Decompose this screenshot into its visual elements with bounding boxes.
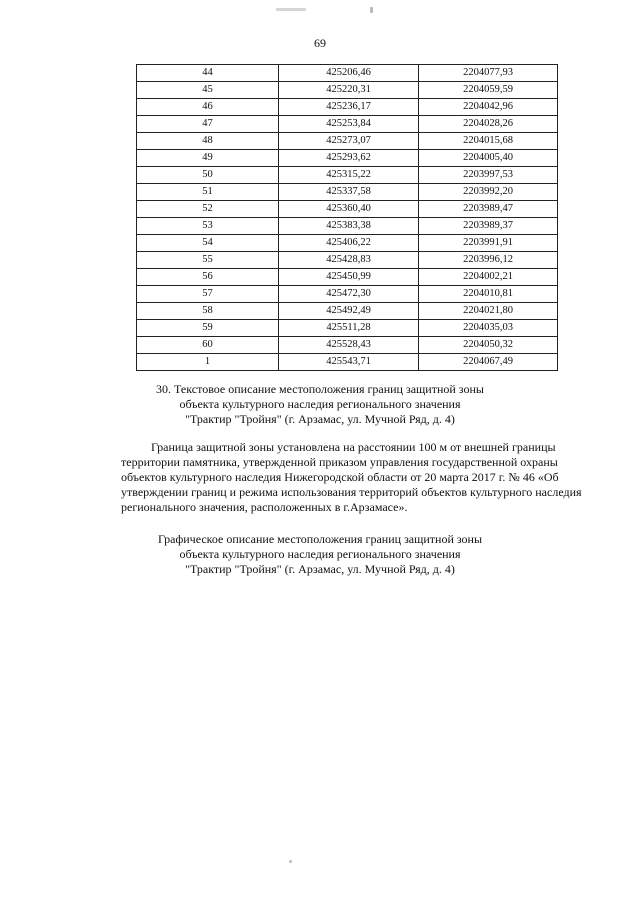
y-coordinate-cell: 2204005,40 xyxy=(419,150,558,167)
point-number-cell: 49 xyxy=(137,150,279,167)
heading-line: 30. Текстовое описание местоположения границ защитной зоны xyxy=(156,382,484,396)
point-number-cell: 58 xyxy=(137,303,279,320)
y-coordinate-cell: 2203997,53 xyxy=(419,167,558,184)
y-coordinate-cell: 2204042,96 xyxy=(419,99,558,116)
y-coordinate-cell: 2204035,03 xyxy=(419,320,558,337)
point-number-cell: 50 xyxy=(137,167,279,184)
table-row xyxy=(137,269,558,286)
point-number-cell: 1 xyxy=(137,354,279,371)
x-coordinate-cell: 425543,71 xyxy=(279,354,419,371)
point-number-cell: 59 xyxy=(137,320,279,337)
scan-artifact xyxy=(370,7,373,13)
y-coordinate-cell: 2203996,12 xyxy=(419,252,558,269)
x-coordinate-cell: 425492,49 xyxy=(279,303,419,320)
y-coordinate-cell: 2203989,37 xyxy=(419,218,558,235)
table-row xyxy=(137,82,558,99)
table-row xyxy=(137,150,558,167)
x-coordinate-cell: 425293,62 xyxy=(279,150,419,167)
section-30-heading xyxy=(0,382,640,427)
point-number-cell: 47 xyxy=(137,116,279,133)
point-number-cell: 44 xyxy=(137,65,279,82)
y-coordinate-cell: 2203992,20 xyxy=(419,184,558,201)
paragraph-line: регионального значения, расположенных в г.Арзамасе». xyxy=(121,500,408,514)
point-number-cell: 54 xyxy=(137,235,279,252)
point-number-cell: 56 xyxy=(137,269,279,286)
y-coordinate-cell: 2204015,68 xyxy=(419,133,558,150)
table-row xyxy=(137,99,558,116)
x-coordinate-cell: 425236,17 xyxy=(279,99,419,116)
table-row xyxy=(137,201,558,218)
protection-zone-paragraph xyxy=(121,440,582,515)
table-row xyxy=(137,337,558,354)
x-coordinate-cell: 425337,58 xyxy=(279,184,419,201)
table-row xyxy=(137,354,558,371)
point-number-cell: 60 xyxy=(137,337,279,354)
x-coordinate-cell: 425511,28 xyxy=(279,320,419,337)
paragraph-line: утверждении границ и режима использования территорий объектов культурного наследия xyxy=(121,485,582,499)
x-coordinate-cell: 425406,22 xyxy=(279,235,419,252)
table-row xyxy=(137,167,558,184)
table-row xyxy=(137,184,558,201)
y-coordinate-cell: 2203991,91 xyxy=(419,235,558,252)
point-number-cell: 57 xyxy=(137,286,279,303)
heading-line: объекта культурного наследия регионального значения xyxy=(179,397,461,411)
y-coordinate-cell: 2203989,47 xyxy=(419,201,558,218)
heading-line: объекта культурного наследия регионального значения xyxy=(179,547,461,561)
table-row xyxy=(137,218,558,235)
heading-line: "Трактир "Тройня" (г. Арзамас, ул. Мучной Ряд, д. 4) xyxy=(185,412,455,426)
x-coordinate-cell: 425315,22 xyxy=(279,167,419,184)
scan-artifact xyxy=(276,8,306,11)
x-coordinate-cell: 425383,38 xyxy=(279,218,419,235)
y-coordinate-cell: 2204067,49 xyxy=(419,354,558,371)
point-number-cell: 53 xyxy=(137,218,279,235)
x-coordinate-cell: 425528,43 xyxy=(279,337,419,354)
table-row xyxy=(137,303,558,320)
point-number-cell: 48 xyxy=(137,133,279,150)
heading-line: "Трактир "Тройня" (г. Арзамас, ул. Мучной Ряд, д. 4) xyxy=(185,562,455,576)
heading-line: Графическое описание местоположения границ защитной зоны xyxy=(157,532,483,546)
table-row xyxy=(137,320,558,337)
table-row xyxy=(137,116,558,133)
y-coordinate-cell: 2204028,26 xyxy=(419,116,558,133)
y-coordinate-cell: 2204010,81 xyxy=(419,286,558,303)
paragraph-line: объектов культурного наследия Нижегородской области от 20 марта 2017 г. № 46 «Об xyxy=(121,470,559,484)
point-number-cell: 46 xyxy=(137,99,279,116)
y-coordinate-cell: 2204077,93 xyxy=(419,65,558,82)
x-coordinate-cell: 425253,84 xyxy=(279,116,419,133)
scan-artifact xyxy=(289,860,292,863)
table-row xyxy=(137,235,558,252)
paragraph-line: Граница защитной зоны установлена на расстоянии 100 м от внешней границы xyxy=(151,440,556,454)
graphic-description-heading xyxy=(0,532,640,577)
x-coordinate-cell: 425206,46 xyxy=(279,65,419,82)
y-coordinate-cell: 2204021,80 xyxy=(419,303,558,320)
point-number-cell: 45 xyxy=(137,82,279,99)
table-row xyxy=(137,133,558,150)
x-coordinate-cell: 425360,40 xyxy=(279,201,419,218)
coordinates-table xyxy=(136,64,558,371)
paragraph-line: территории памятника, утвержденной приказом управления государственной охраны xyxy=(121,455,558,469)
x-coordinate-cell: 425273,07 xyxy=(279,133,419,150)
table-row xyxy=(137,65,558,82)
x-coordinate-cell: 425450,99 xyxy=(279,269,419,286)
y-coordinate-cell: 2204002,21 xyxy=(419,269,558,286)
x-coordinate-cell: 425428,83 xyxy=(279,252,419,269)
y-coordinate-cell: 2204059,59 xyxy=(419,82,558,99)
table-row xyxy=(137,286,558,303)
y-coordinate-cell: 2204050,32 xyxy=(419,337,558,354)
point-number-cell: 55 xyxy=(137,252,279,269)
x-coordinate-cell: 425220,31 xyxy=(279,82,419,99)
x-coordinate-cell: 425472,30 xyxy=(279,286,419,303)
table-row xyxy=(137,252,558,269)
point-number-cell: 52 xyxy=(137,201,279,218)
point-number-cell: 51 xyxy=(137,184,279,201)
page-number: 69 xyxy=(314,36,326,50)
